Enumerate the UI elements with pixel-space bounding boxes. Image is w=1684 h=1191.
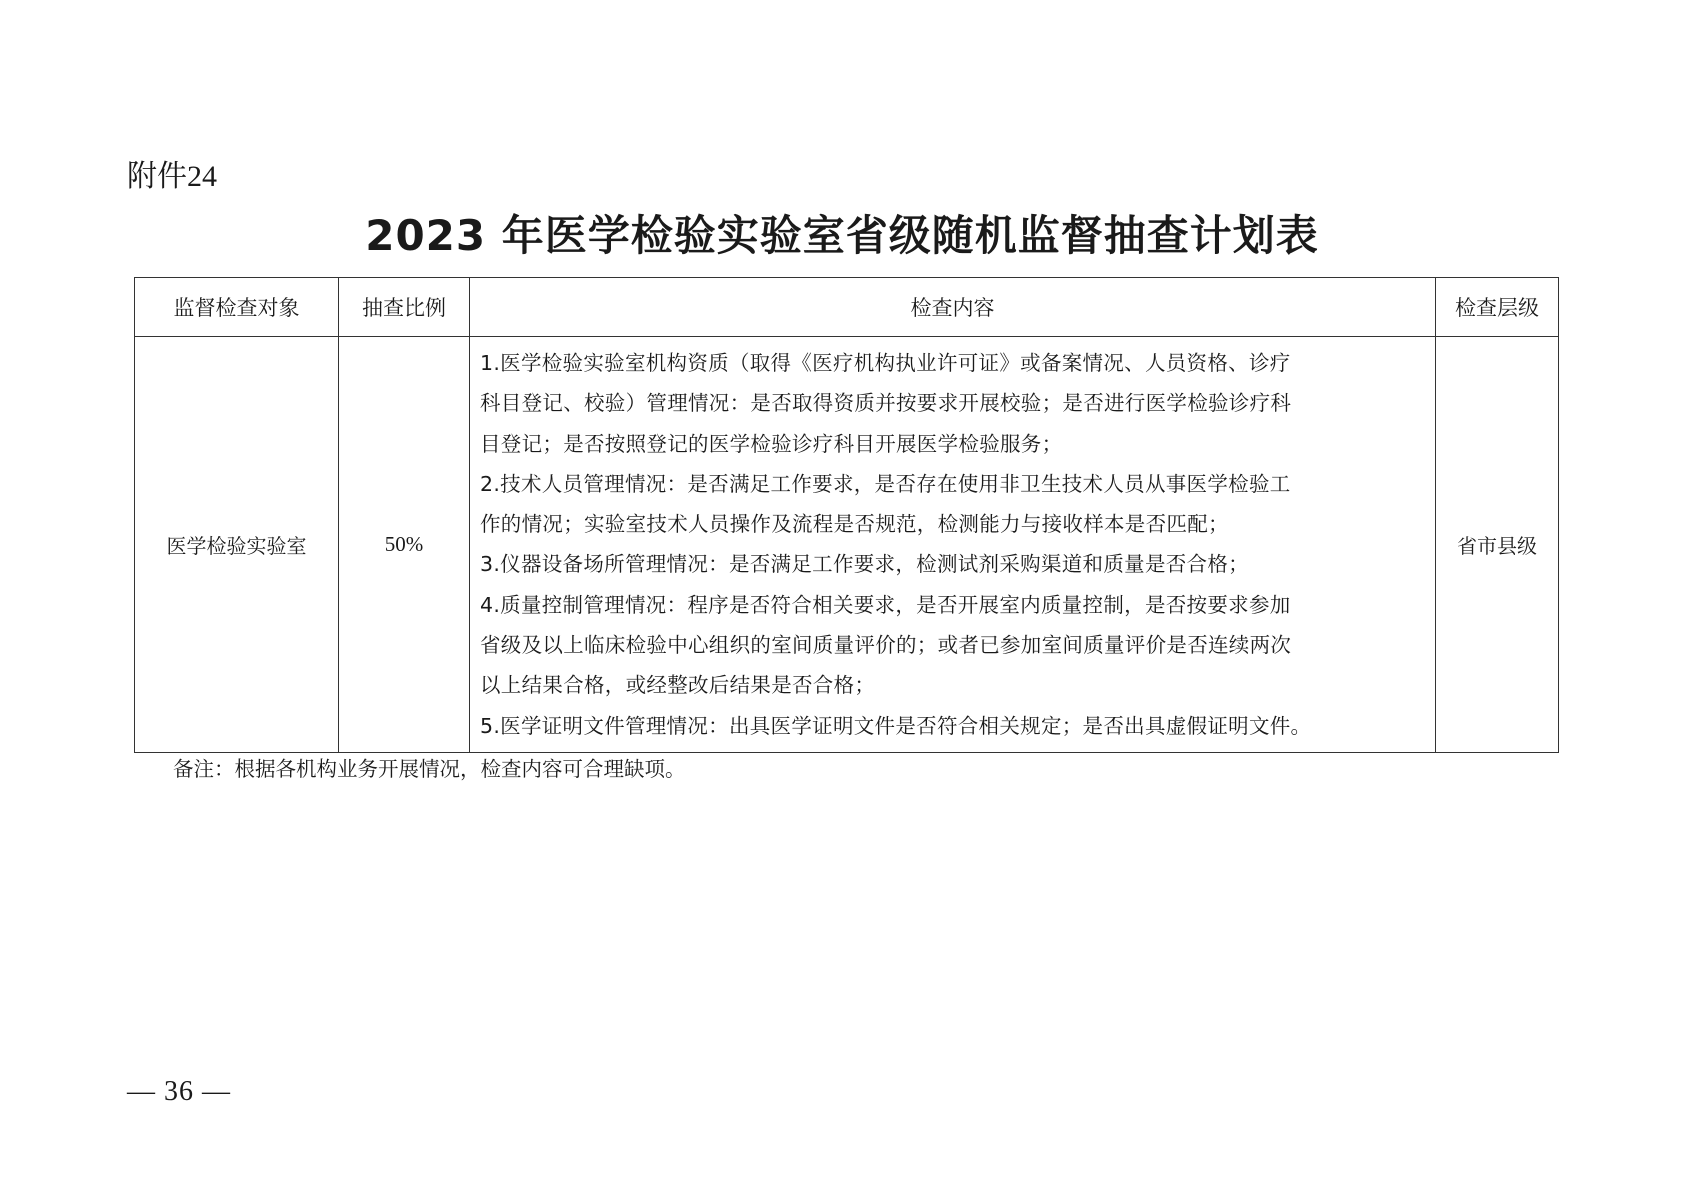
content-line: 目登记；是否按照登记的医学检验诊疗科目开展医学检验服务；	[480, 431, 1063, 456]
header-level: 检查层级	[1436, 278, 1559, 337]
document-title: 2023 年医学检验实验室省级随机监督抽查计划表	[365, 211, 1319, 260]
content-line: 5.医学证明文件管理情况：出具医学证明文件是否符合相关规定；是否出具虚假证明文件。	[480, 713, 1312, 738]
table-row	[135, 337, 1559, 753]
remark-note: 备注：根据各机构业务开展情况，检查内容可合理缺项。	[173, 757, 686, 781]
inspection-plan-table	[134, 277, 1559, 753]
header-object: 监督检查对象	[135, 278, 339, 337]
content-line: 1.医学检验实验室机构资质（取得《医疗机构执业许可证》或备案情况、人员资格、诊疗	[480, 351, 1291, 375]
content-line: 科目登记、校验）管理情况：是否取得资质并按要求开展校验；是否进行医学检验诊疗科	[480, 391, 1292, 416]
attachment-prefix: 附件	[127, 159, 187, 194]
content-line: 4.质量控制管理情况：程序是否符合相关要求，是否开展室内质量控制，是否按要求参加	[480, 592, 1291, 617]
content-line: 2.技术人员管理情况：是否满足工作要求，是否存在使用非卫生技术人员从事医学检验工	[480, 471, 1291, 496]
cell-content	[470, 337, 1436, 753]
cell-object: 医学检验实验室	[135, 337, 339, 753]
attachment-label	[127, 157, 217, 197]
header-content: 检查内容	[470, 278, 1436, 337]
header-ratio: 抽查比例	[339, 278, 470, 337]
table-header-row	[135, 278, 1559, 337]
page-number: — 36 —	[127, 1076, 231, 1107]
content-line: 3.仪器设备场所管理情况：是否满足工作要求，检测试剂采购渠道和质量是否合格；	[480, 552, 1249, 577]
cell-ratio: 50%	[339, 337, 470, 753]
content-line: 以上结果合格，或经整改后结果是否合格；	[480, 673, 876, 698]
attachment-number: 24	[187, 160, 217, 193]
content-line: 省级及以上临床检验中心组织的室间质量评价的；或者已参加室间质量评价是否连续两次	[480, 633, 1292, 658]
content-line: 作的情况；实验室技术人员操作及流程是否规范，检测能力与接收样本是否匹配；	[480, 512, 1229, 537]
cell-level: 省市县级	[1436, 337, 1559, 753]
